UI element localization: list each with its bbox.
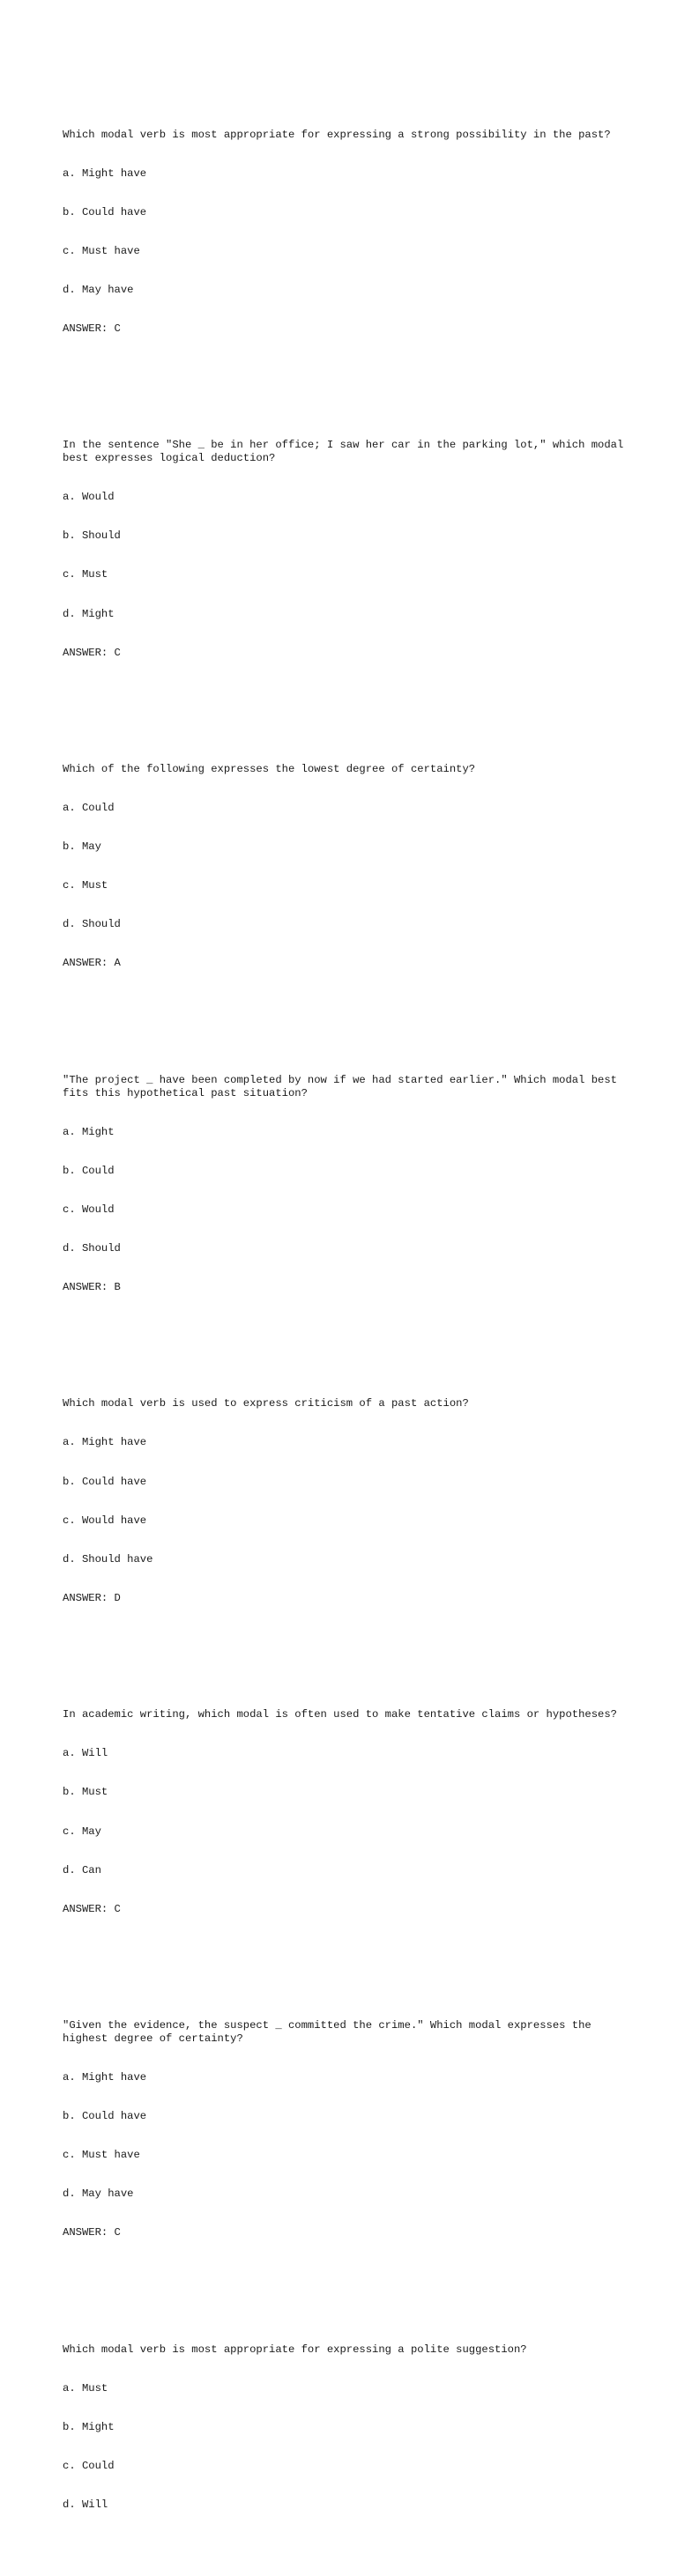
option-a: a. Might	[63, 1125, 115, 1138]
question-prompt: In the sentence "She _ be in her office; I saw her car in the parking lot," which modal best expresses logical deduction?	[63, 439, 630, 465]
question-4	[63, 1047, 627, 1320]
option-d: d. May have	[63, 2187, 134, 2201]
option-c: c. Must have	[63, 2149, 140, 2162]
answer-line: ANSWER: C	[63, 2226, 121, 2239]
question-6	[63, 1683, 627, 1942]
option-a: a. Could	[63, 802, 115, 815]
question-7	[63, 1994, 627, 2266]
question-prompt: Which modal verb is used to express criticism of a past action?	[63, 1397, 469, 1410]
option-b: b. Might	[63, 2420, 115, 2433]
option-d: d. May have	[63, 283, 134, 296]
answer-line: ANSWER: C	[63, 322, 121, 336]
option-b: b. Could	[63, 1164, 115, 1177]
option-d: d. Should have	[63, 1552, 153, 1566]
option-a: a. Will	[63, 1747, 108, 1760]
option-d: d. Might	[63, 607, 115, 620]
option-c: c. Would	[63, 1203, 115, 1216]
option-d: d. Can	[63, 1863, 101, 1876]
answer-line: ANSWER: A	[63, 957, 121, 970]
option-a: a. Might have	[63, 1436, 147, 1449]
answer-line: ANSWER: C	[63, 1902, 121, 1915]
question-5	[63, 1372, 627, 1631]
question-8	[63, 2317, 627, 2537]
option-d: d. Should	[63, 1241, 121, 1255]
answer-line: ANSWER: B	[63, 1281, 121, 1294]
question-prompt: In academic writing, which modal is often used to make tentative claims or hypotheses?	[63, 1708, 617, 1721]
answer-line: ANSWER: D	[63, 1591, 121, 1604]
option-c: c. Must	[63, 568, 108, 581]
option-b: b. Could have	[63, 1475, 147, 1488]
option-b: b. Could have	[63, 205, 147, 218]
option-c: c. Must have	[63, 244, 140, 257]
option-c: c. Would have	[63, 1514, 147, 1527]
option-a: a. Might have	[63, 2070, 147, 2084]
option-c: c. Must	[63, 879, 108, 892]
option-a: a. Must	[63, 2381, 108, 2395]
option-b: b. Could have	[63, 2110, 147, 2122]
option-b: b. May	[63, 840, 101, 854]
question-1	[63, 102, 627, 361]
question-prompt: Which of the following expresses the lowest degree of certainty?	[63, 762, 476, 775]
option-d: d. Should	[63, 918, 121, 931]
document-page	[63, 63, 630, 2576]
question-prompt: Which modal verb is most appropriate for expressing a strong possibility in the past?	[63, 128, 611, 141]
question-prompt: "The project _ have been completed by now if we had started earlier." Which modal best fits this hypothetical past situation?	[63, 1073, 624, 1099]
option-b: b. Must	[63, 1786, 108, 1799]
question-2	[63, 413, 630, 685]
question-prompt: Which modal verb is most appropriate for expressing a polite suggestion?	[63, 2343, 527, 2356]
option-a: a. Might have	[63, 167, 147, 180]
option-a: a. Would	[63, 491, 115, 504]
question-3	[63, 737, 627, 996]
option-b: b. Should	[63, 529, 121, 543]
option-c: c. Could	[63, 2459, 115, 2472]
option-c: c. May	[63, 1825, 101, 1838]
answer-line: ANSWER: C	[63, 646, 121, 659]
option-d: d. Will	[63, 2498, 108, 2512]
question-prompt: "Given the evidence, the suspect _ committed the crime." Which modal expresses the highest degree of certainty?	[63, 2019, 599, 2045]
